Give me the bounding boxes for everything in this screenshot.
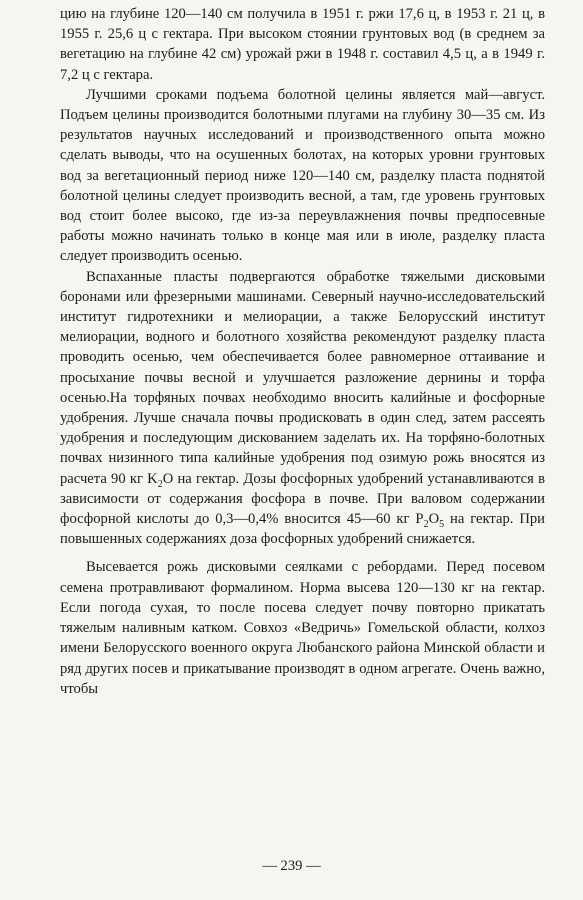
paragraph-3: Вспаханные пласты подвергаются обработке тяжелыми дисковыми боронами или фрезерными машинами. Северный научно-исследовательский институт гидротехники и мелиорации, а также Белорусский институт мелиорации, водного и болотного хозяйства рекомендуют разделку пласта проводить осенью, чем обеспечивается более равномерное оттаивание и просыхание почвы весной и улучшается разложение дернины и торфа осенью.На торфяных почвах необходимо вносить калийные и фосфорные удобрения. Лучше сначала почвы продисковать в один след, затем рассеять удобрения и последующим дискованием заделать их. На торфяно-болотных почвах низинного типа калийные удобрения под озимую рожь вносятся из расчета 90 кг $K_2O$ на гектар. Дозы фосфорных удобрений устанавливаются в зависимости от содержания фосфора в почве. При валовом содержании фосфорной кислоты до 0,3—0,4% вносится 45—60 кг $P_2O_5$ на гектар. При повышенных содержаниях доза фосфорных удобрений снижается. [60, 268, 545, 548]
page-number: — 239 — [262, 858, 321, 874]
paragraph-1: цию на глубине 120—140 см получила в 1951 г. ржи 17,6 ц, в 1953 г. 21 ц, в 1955 г. 25,6 ц с гектара. При высоком стоянии грунтовых вод (в среднем за вегетацию на глубине 42 см) урожай ржи в 1948 г. составил 4,5 ц, а в 1949 г. 7,2 ц с гектара. [60, 6, 545, 83]
paragraph-4: Высевается рожь дисковыми сеялками с ребордами. Перед посевом семена протравливают формалином. Норма высева 120—130 кг на гектар. Если погода сухая, то после посева следует почву повторно прикатать тяжелым наливным катком. Совхоз «Ведричь» Гомельской области, колхоз имени Белорусского военного округа Любанского района Минской области и ряд других посев и прикатывание производят в одном агрегате. Очень важно, чтобы [60, 559, 545, 697]
paragraph-2: Лучшими сроками подъема болотной целины является май—август. Подъем целины производится болотными плугами на глубину 30—35 см. Из результатов научных исследований и производственного опыта можно сделать выводы, что на осушенных болотах, на которых уровни грунтовых вод за вегетационный период ниже 120—140 см, разделку пласта поднятой болотной целины следует производить весной, а там, где уровень грунтовых вод стоит более высоко, где из-за переувлажнения почвы предпосевные работы можно начинать только в конце мая или в июле, разделку пласта следует производить осенью. [60, 86, 545, 265]
body-text [60, 4, 545, 699]
